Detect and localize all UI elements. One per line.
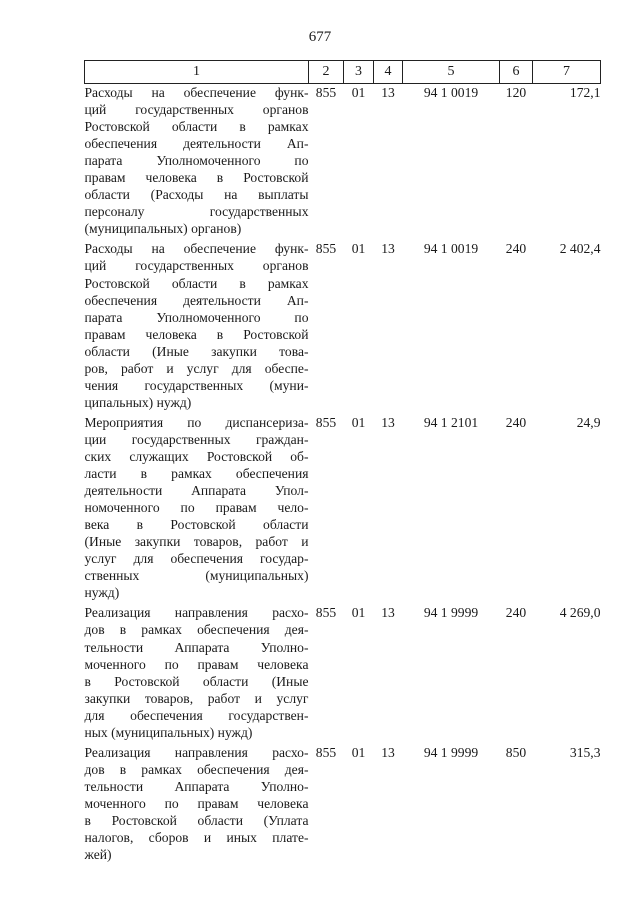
description-line: обеспечения деятельности Ап- — [84, 136, 309, 152]
description-line: ций государственных органов — [84, 258, 309, 274]
expense-description — [85, 604, 309, 743]
amount: 315,3 — [569, 744, 601, 760]
target-article-code: 94 1 9999 — [423, 744, 479, 760]
subsection-code: 13 — [381, 414, 395, 430]
description-line: услуг для обеспечения государ- — [84, 551, 309, 567]
ministry-code: 855 — [315, 605, 337, 621]
expense-type-code: 120 — [505, 85, 527, 100]
description-line: парата Уполномоченного по — [84, 309, 309, 325]
amount: 24,9 — [576, 414, 601, 430]
section-code: 01 — [351, 605, 366, 621]
description-line: Мероприятия по диспансериза- — [84, 414, 309, 430]
column-header-3: 3 — [344, 61, 374, 84]
description-line: Реализация направления расхо- — [84, 744, 309, 760]
description-line: ских служащих Ростовской об- — [84, 448, 309, 464]
description-line: тельности Аппарата Уполно- — [84, 778, 309, 794]
column-header-5: 5 — [403, 61, 500, 84]
amount: 2 402,4 — [559, 241, 601, 257]
description-line: области (Расходы на выплаты — [84, 187, 309, 203]
column-header-4: 4 — [374, 61, 403, 84]
expense-type-code: 240 — [505, 605, 527, 621]
description-line: нужд) — [84, 585, 120, 601]
description-line: Реализация направления расхо- — [84, 605, 309, 621]
expense-description — [85, 240, 309, 413]
description-line: (Иные закупки товаров, работ и — [84, 534, 309, 550]
description-line: деятельности Аппарата Упол- — [84, 483, 309, 499]
description-line: тельности Аппарата Уполно- — [84, 639, 309, 655]
description-line: моченного по правам человека — [84, 795, 309, 811]
subsection-code: 13 — [381, 85, 395, 100]
expense-type-code: 850 — [505, 744, 527, 760]
section-code: 01 — [351, 414, 366, 430]
table-body — [85, 84, 601, 867]
amount: 4 269,0 — [559, 605, 601, 621]
target-article-code: 94 1 0019 — [423, 85, 479, 100]
expense-type-code: 240 — [505, 241, 527, 257]
description-line: ных (муниципальных) нужд) — [84, 724, 253, 740]
description-line: в Ростовской области (Уплата — [84, 812, 309, 828]
section-code: 01 — [351, 85, 366, 100]
table-row — [85, 240, 601, 413]
table-row — [85, 744, 601, 866]
description-line: закупки товаров, работ и услуг — [84, 690, 309, 706]
budget-table — [84, 60, 601, 866]
description-line: чения государственных (муни- — [84, 377, 309, 393]
description-line: ласти в рамках обеспечения — [84, 466, 309, 482]
description-line: обеспечения деятельности Ап- — [84, 292, 309, 308]
target-article-code: 94 1 0019 — [423, 241, 479, 257]
description-line: Ростовской области в рамках — [84, 119, 309, 135]
ministry-code: 855 — [315, 85, 337, 100]
expense-type-code: 240 — [505, 414, 527, 430]
section-code: 01 — [351, 241, 366, 257]
description-line: Расходы на обеспечение функ- — [84, 85, 309, 100]
subsection-code: 13 — [381, 241, 395, 257]
expense-description — [85, 744, 309, 866]
description-line: ственных (муниципальных) — [84, 568, 309, 584]
page-number: 677 — [308, 29, 332, 45]
section-code: 01 — [351, 744, 366, 760]
target-article-code: 94 1 9999 — [423, 605, 479, 621]
expense-description — [85, 84, 309, 241]
amount: 172,1 — [569, 85, 601, 100]
description-line: парата Уполномоченного по — [84, 153, 309, 169]
description-line: Расходы на обеспечение функ- — [84, 241, 309, 257]
column-header-7: 7 — [533, 61, 601, 84]
column-header-6: 6 — [500, 61, 533, 84]
ministry-code: 855 — [315, 241, 337, 257]
description-line: в Ростовской области (Иные — [84, 673, 309, 689]
description-line: ции государственных граждан- — [84, 431, 309, 447]
description-line: для обеспечения государствен- — [84, 707, 309, 723]
column-header-2: 2 — [309, 61, 344, 84]
table-row — [85, 84, 601, 241]
description-line: ципальных) нужд) — [84, 394, 192, 410]
ministry-code: 855 — [315, 744, 337, 760]
description-line: персоналу государственных — [84, 204, 309, 220]
description-line: жей) — [84, 847, 112, 863]
ministry-code: 855 — [315, 414, 337, 430]
expense-description — [85, 414, 309, 605]
description-line: правам человека в Ростовской — [84, 326, 309, 342]
table-row — [85, 414, 601, 605]
description-line: дов в рамках обеспечения дея- — [84, 622, 309, 638]
table-row — [85, 604, 601, 743]
description-line: номоченного по правам чело- — [84, 500, 309, 516]
column-header-1: 1 — [85, 61, 309, 84]
description-line: моченного по правам человека — [84, 656, 309, 672]
target-article-code: 94 1 2101 — [423, 414, 479, 430]
subsection-code: 13 — [381, 744, 395, 760]
description-line: области (Иные закупки това- — [84, 343, 309, 359]
description-line: века в Ростовской области — [84, 517, 309, 533]
description-line: правам человека в Ростовской — [84, 170, 309, 186]
description-line: Ростовской области в рамках — [84, 275, 309, 291]
subsection-code: 13 — [381, 605, 395, 621]
description-line: ров, работ и услуг для обеспе- — [84, 360, 309, 376]
description-line: ций государственных органов — [84, 102, 309, 118]
description-line: налогов, сборов и иных плате- — [84, 830, 309, 846]
description-line: (муниципальных) органов) — [84, 221, 242, 237]
description-line: дов в рамках обеспечения дея- — [84, 761, 309, 777]
table-header-row — [85, 61, 601, 84]
